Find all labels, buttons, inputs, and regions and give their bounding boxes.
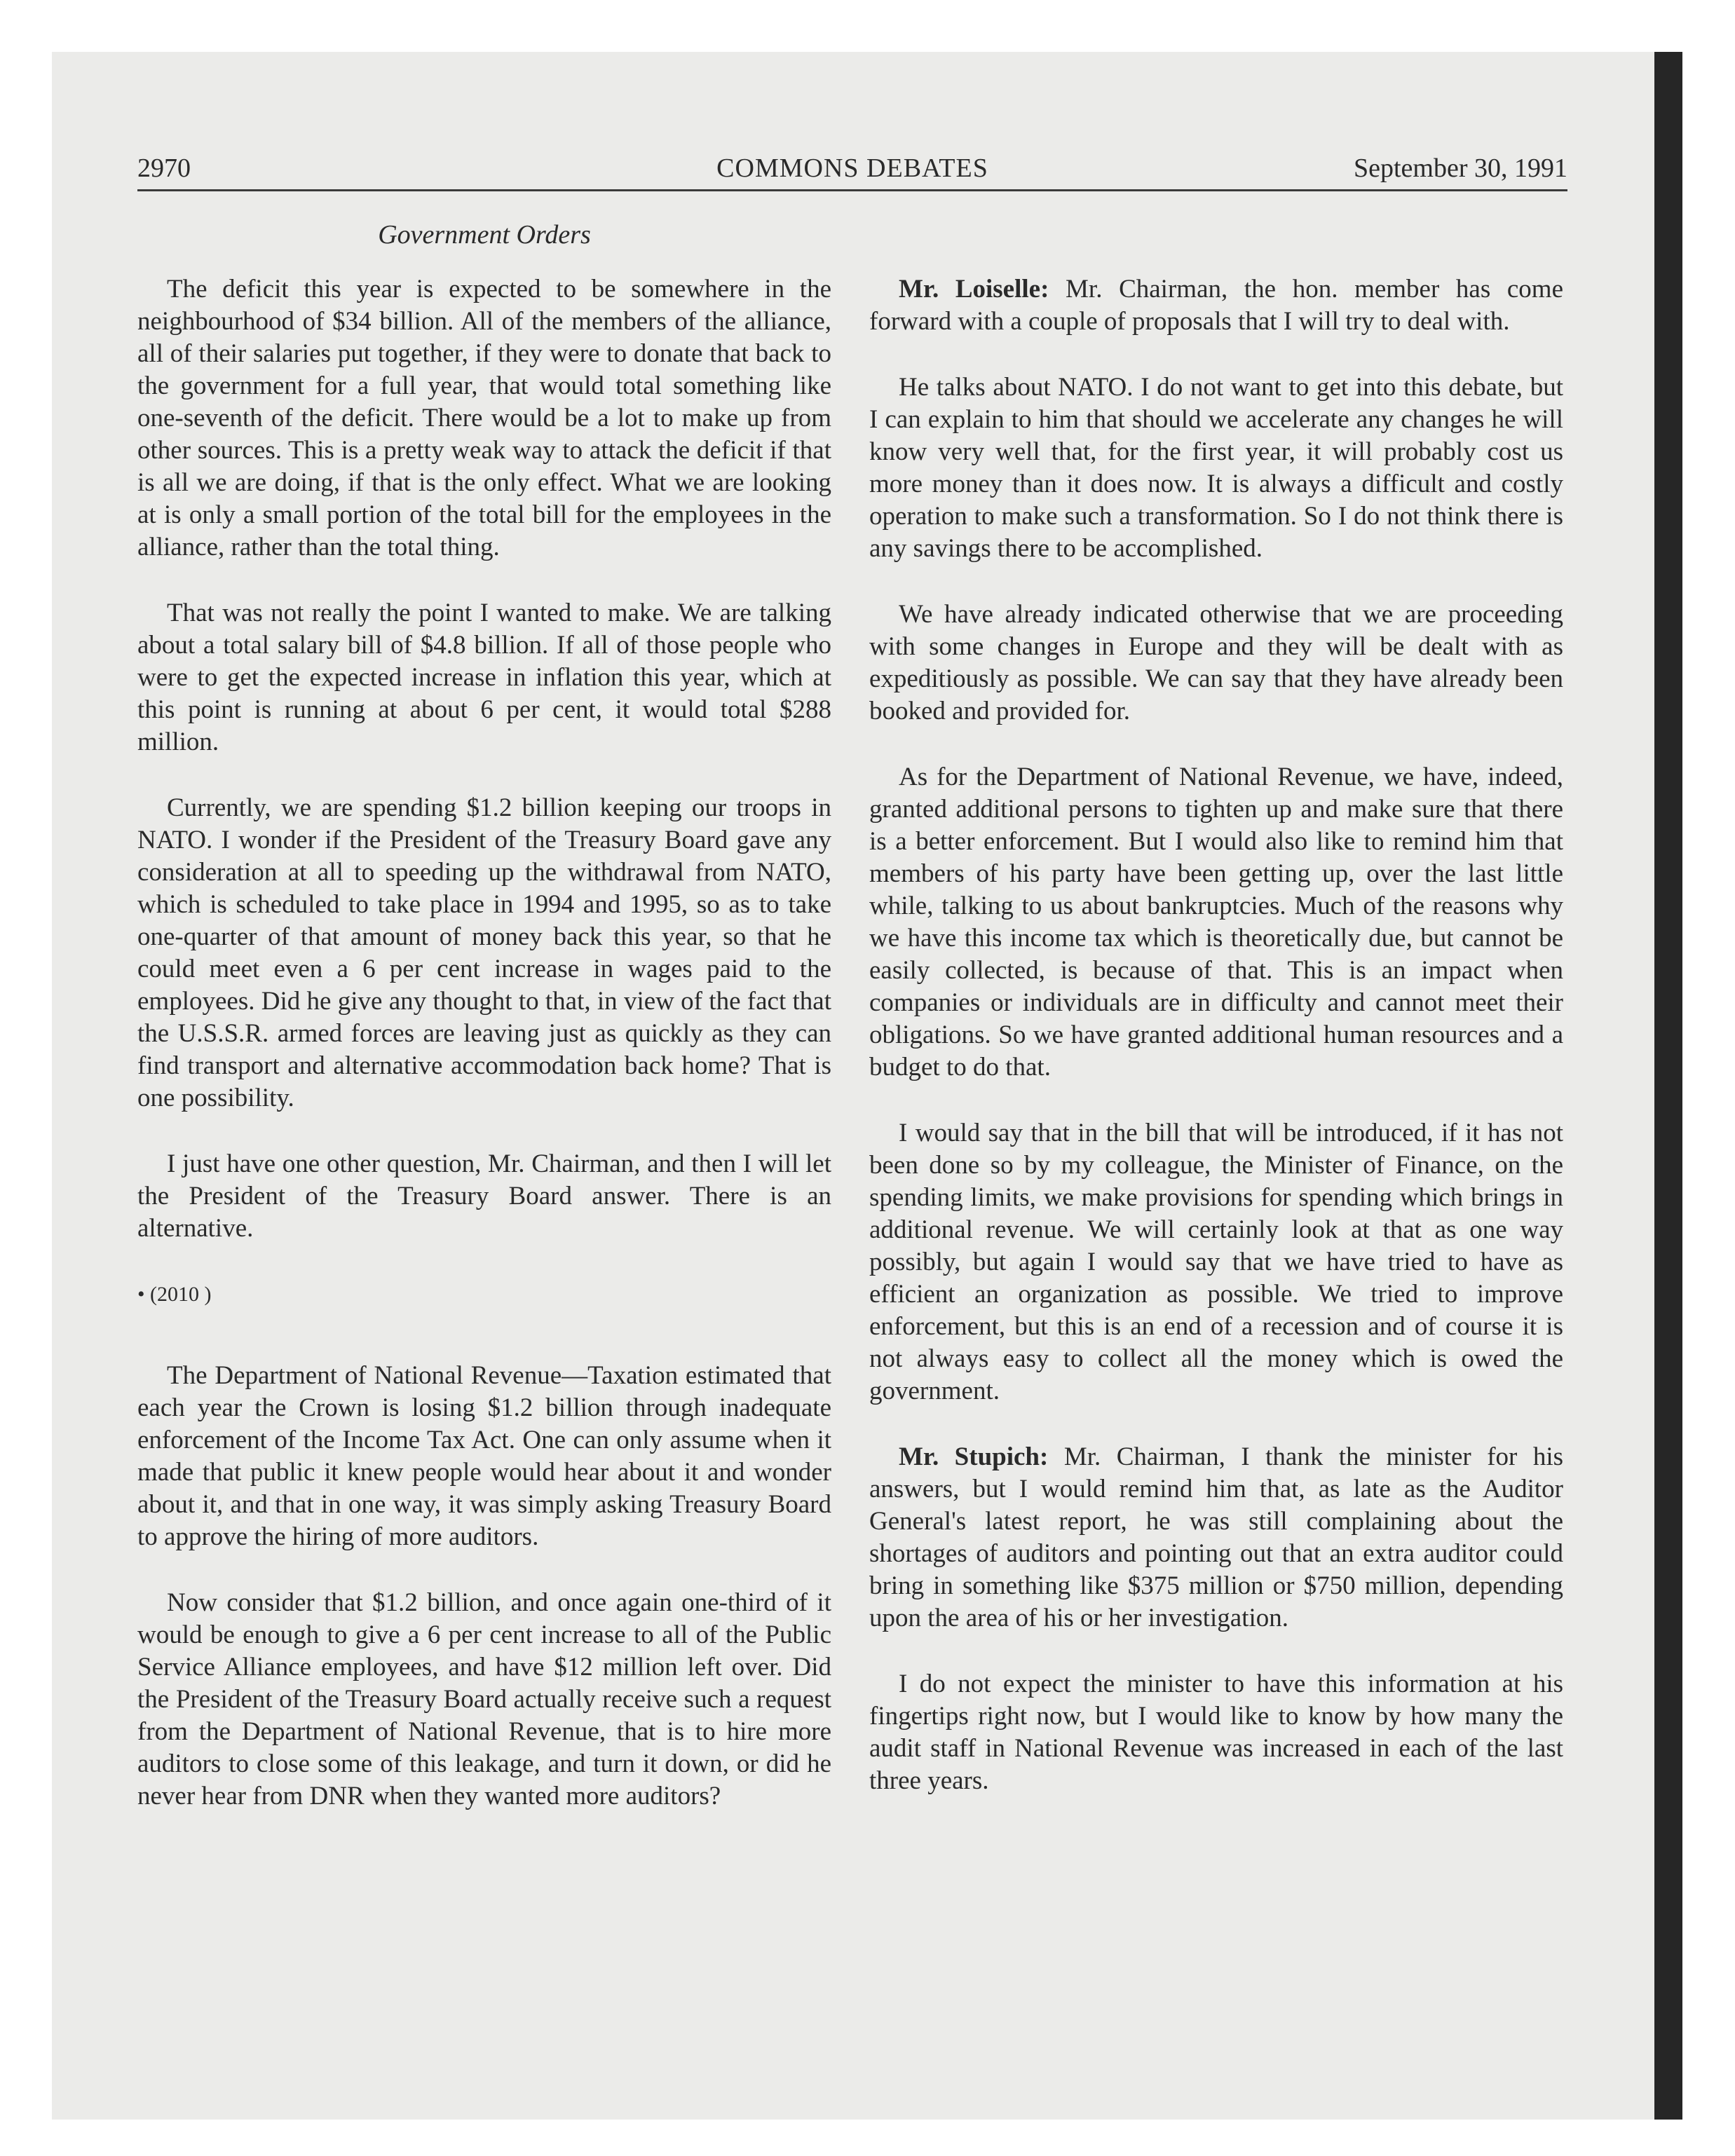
paragraph: I would say that in the bill that will be introduced, if it has not been done so by my colleague, the Minister of Finance, on the spending limits, we make provisions for spending which brings in additional revenue. We will certainly look at that as one way possibly, but again I would say that we have tried to have as efficient an organization as possible. We tried to improve enforcement, but this is an end of a recession and of course it is not always easy to collect all the money which is owed the government. — [869, 1119, 1563, 1405]
publication-date: September 30, 1991 — [1353, 153, 1567, 183]
speaker-name: Mr. Loiselle: — [899, 275, 1049, 303]
paragraph: I do not expect the minister to have this information at his fingertips right now, but I would like to know by how many the audit staff in National Revenue was increased in each of the last three years. — [869, 1670, 1563, 1795]
paragraph — [869, 1441, 1563, 1635]
page-header — [137, 147, 1567, 189]
paragraph — [869, 273, 1563, 338]
paragraph: We have already indicated otherwise that we are proceeding with some changes in Europe and they will be dealt with as expeditiously as possible. We can say that they have already been booked and provided for. — [869, 600, 1563, 725]
page-number: 2970 — [137, 153, 191, 183]
section-title: Government Orders — [378, 220, 591, 250]
paragraph: Currently, we are spending $1.2 billion keeping our troops in NATO. I wonder if the President of the Treasury Board gave any consideration at all to speeding up the withdrawal from NATO, which is scheduled to take place in 1994 and 1995, so as to take one-quarter of that amount of money back this year, so that he could meet even a 6 per cent increase in wages paid to the employees. Did he give any thought to that, in view of the fact that the U.S.S.R. armed forces are leaving just as quickly as they can find transport and alternative accommodation back home? That is one possibility. — [137, 793, 831, 1112]
paragraph: The Department of National Revenue—Taxation estimated that each year the Crown is losing $1.2 billion through inadequate enforcement of the Income Tax Act. One can only assume when it made that public it knew people would hear about it and wonder about it, and that in one way, it was simply asking Treasury Board to approve the hiring of more auditors. — [137, 1361, 831, 1551]
header-rule — [137, 189, 1567, 191]
speech-text: Mr. Chairman, I thank the minister for his answers, but I would remind him that, as late as the Auditor General's latest report, he was still complaining about the shortages of auditors and pointing out that an extra auditor could bring in something like $375 million or $750 million, depending upon the area of his or her investigation. — [869, 1442, 1563, 1632]
speaker-name: Mr. Stupich: — [899, 1442, 1049, 1471]
paragraph: The deficit this year is expected to be somewhere in the neighbourhood of $34 billion. All of the members of the alliance, all of their salaries put together, if they were to donate that back to the government for a full year, that would total something like one-seventh of the deficit. There would be a lot to make up from other sources. This is a pretty weak way to attack the deficit if that is all we are doing, if that is the only effect. What we are looking at is only a small portion of the total bill for the employees in the alliance, rather than the total thing. — [137, 275, 831, 561]
paragraph: That was not really the point I wanted to make. We are talking about a total salary bill of $4.8 billion. If all of those people who were to get the expected increase in inflation this year, which at this point is running at about 6 per cent, it would total $288 million. — [137, 599, 831, 756]
right-column — [869, 273, 1563, 1831]
journal-title: COMMONS DEBATES — [716, 153, 988, 183]
left-column — [137, 273, 831, 1846]
paragraph: I just have one other question, Mr. Chairman, and then I will let the President of the Treasury Board answer. There is an alternative. — [137, 1149, 831, 1243]
paragraph: He talks about NATO. I do not want to get into this debate, but I can explain to him that should we accelerate any changes he will know very well that, for the first year, it will probably cost us more money than it does now. It is always a difficult and costly operation to make such a transformation. So I do not think there is any savings there to be accomplished. — [869, 373, 1563, 563]
time-marker: • (2010 ) — [137, 1283, 212, 1306]
paragraph: As for the Department of National Revenue, we have, indeed, granted additional persons to tighten up and make sure that there is a better enforcement. But I would also like to remind him that members of his party have been getting up, over the last little while, talking to us about bankruptcies. Much of the reasons why we have this income tax which is theoretically due, but cannot be easily collected, is because of that. This is an impact when companies or individuals are in difficulty and cannot meet their obligations. So we have granted additional human resources and a budget to do that. — [869, 763, 1563, 1082]
scan-edge-bar — [1654, 52, 1682, 2120]
speech-text: Mr. Chairman, the hon. member has come forward with a couple of proposals that I will try to deal with. — [869, 275, 1563, 336]
paragraph: Now consider that $1.2 billion, and once again one-third of it would be enough to give a 6 per cent increase to all of the Public Service Alliance employees, and have $12 million left over. Did the President of the Treasury Board actually receive such a request from the Department of National Revenue, that is to hire more auditors to close some of this leakage, and turn it down, or did he never hear from DNR when they wanted more auditors? — [137, 1588, 831, 1810]
